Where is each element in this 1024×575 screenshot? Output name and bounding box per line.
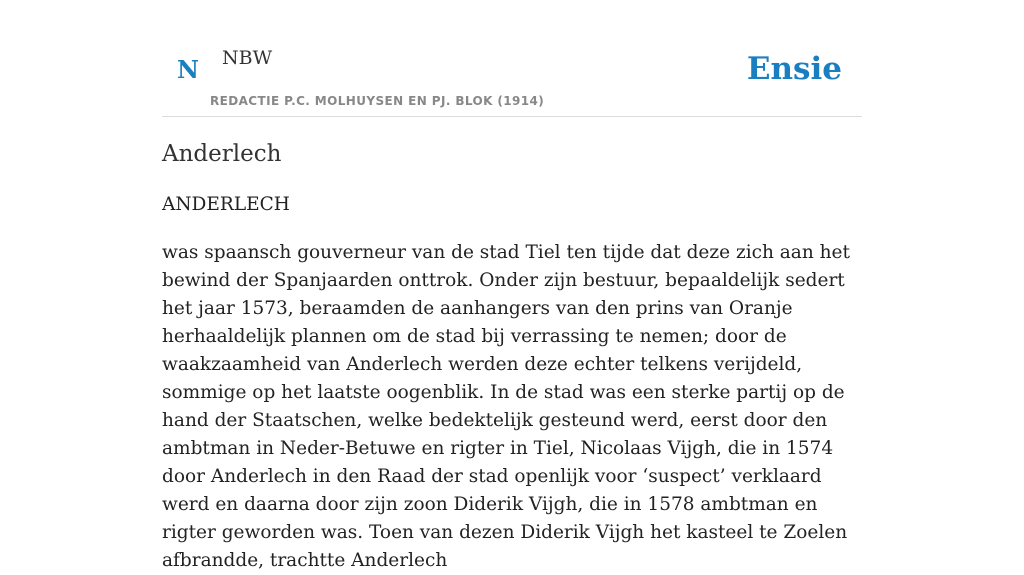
source-header xyxy=(162,0,862,117)
document-page xyxy=(162,0,862,571)
source-editors: REDACTIE P.C. MOLHUYSEN EN PJ. BLOK (1914) xyxy=(210,94,545,108)
brand-logo-link[interactable]: Ensie xyxy=(746,51,842,87)
entry-title: Anderlech xyxy=(162,141,282,167)
source-name[interactable]: NBW xyxy=(222,47,273,69)
entry-heading: ANDERLECH xyxy=(162,194,290,215)
entry-body-text: was spaansch gouverneur van de stad Tiel ten tijde dat deze zich aan het bewind der Spanjaarden onttrok. Onder zijn bestuur, bepaaldelijk sedert het jaar 1573, beraamden de aanhangers van den prins van Oranje herhaaldelijk plannen om de stad bij verrassing te nemen; door de waakzaamheid van Anderlech werden deze echter telkens verijdeld, sommige op het laatste oogenblik. In de stad was een sterke partij op de hand der Staatschen, welke bedektelijk gesteund werd, eerst door den ambtman in Neder-Betuwe en rigter in Tiel, Nicolaas Vijgh, die in 1574 door Anderlech in den Raad der stad openlijk voor ‘suspect’ verklaard werd en daarna door zijn zoon Diderik Vijgh, die in 1578 ambtman en rigter geworden was. Toen van dezen Diderik Vijgh het kasteel te Zoelen afbrandde, trachtte Anderlech xyxy=(162,242,850,571)
source-logo[interactable]: N xyxy=(177,55,199,84)
